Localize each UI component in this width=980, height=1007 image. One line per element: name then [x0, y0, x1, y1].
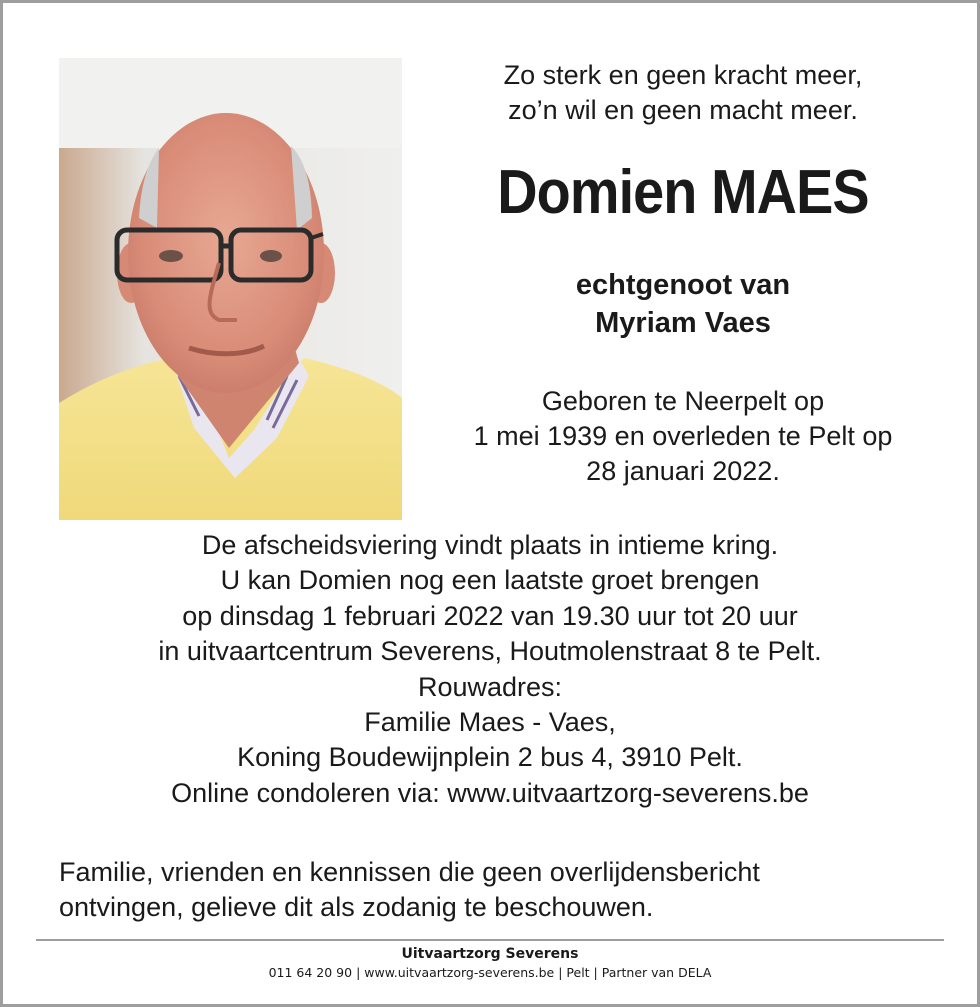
- info-line: in uitvaartcentrum Severens, Houtmolenstraat 8 te Pelt.: [158, 636, 822, 667]
- footer-contact: 011 64 20 90 | www.uitvaartzorg-severens.be | Pelt | Partner van DELA: [268, 965, 712, 980]
- poem-line: zo’n wil en geen macht meer.: [508, 95, 858, 125]
- spouse-info: [413, 266, 953, 342]
- info-line: Koning Boudewijnplein 2 bus 4, 3910 Pelt.: [237, 742, 743, 773]
- info-line: U kan Domien nog een laatste groet brengen: [220, 565, 760, 596]
- spouse-name: Myriam Vaes: [595, 307, 771, 339]
- info-line: Online condoleren via: www.uitvaartzorg-severens.be: [171, 777, 809, 808]
- birth-death-info: [413, 384, 953, 489]
- footer-divider: [36, 939, 944, 941]
- notice-line: ontvingen, gelieve dit als zodanig te beschouwen.: [59, 892, 654, 922]
- info-line: De afscheidsviering vindt plaats in intieme kring.: [201, 530, 779, 560]
- notice-line: Familie, vrienden en kennissen die geen overlijdensbericht: [59, 857, 760, 887]
- portrait-photo: [59, 58, 402, 520]
- birth-line: Geboren te Neerpelt op: [541, 386, 825, 416]
- spouse-relation: echtgenoot van: [575, 269, 791, 301]
- poem-line: Zo sterk en geen kracht meer,: [503, 60, 863, 90]
- poem: [413, 58, 953, 128]
- ceremony-info: [3, 528, 977, 811]
- info-line: Rouwadres:: [417, 671, 563, 702]
- footer: [3, 945, 977, 982]
- birth-line: 28 januari 2022.: [586, 456, 780, 486]
- footer-company: Uitvaartzorg Severens: [401, 946, 579, 962]
- deceased-name: Domien MAES: [497, 158, 869, 227]
- birth-line: 1 mei 1939 en overleden te Pelt op: [473, 421, 893, 451]
- notice-text: [59, 855, 939, 925]
- info-line: op dinsdag 1 februari 2022 van 19.30 uur tot 20 uur: [182, 600, 798, 631]
- info-line: Familie Maes - Vaes,: [364, 707, 616, 738]
